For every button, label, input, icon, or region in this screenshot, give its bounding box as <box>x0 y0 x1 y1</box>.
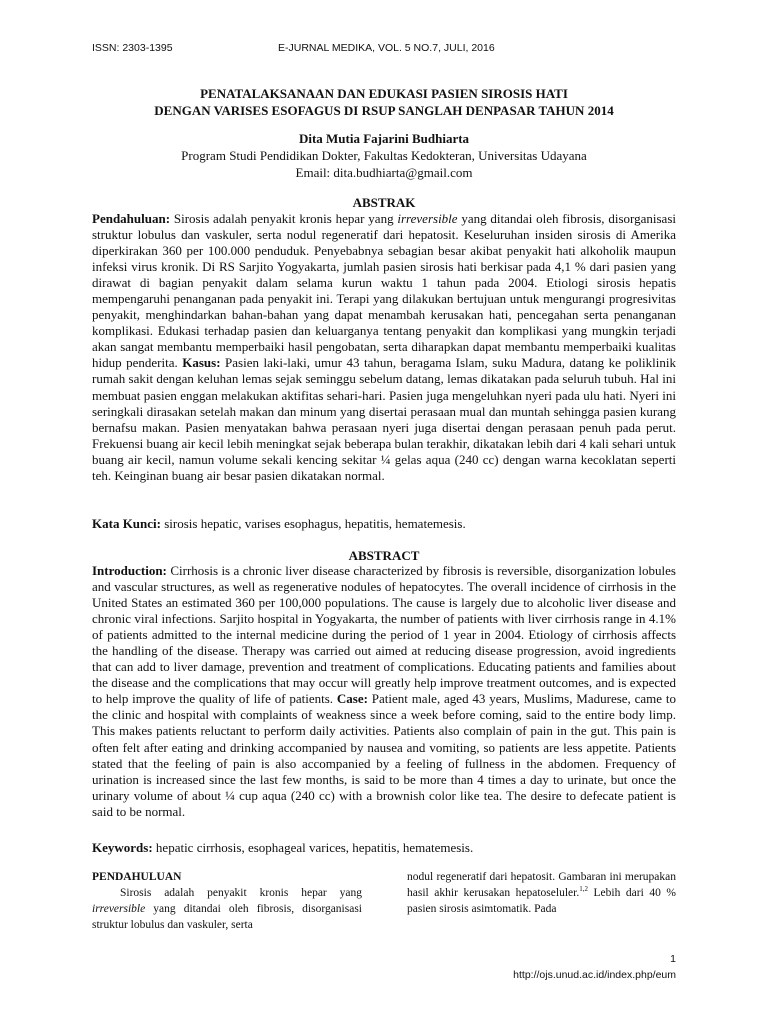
abstrak-intro-post: yang ditandai oleh fibrosis, disorganisasi struktur lobulus dan vaskuler, serta nodul regeneratif dari hepatosit. Keseluruhan insiden sirosis di Amerika diperkirakan 360 per 100.000 penduduk. Penyebabnya sebagian besar akibat penyakit hati alkoholik maupun infeksi virus kronik. Di RS Sarjito Yogyakarta, jumlah pasien sirosis hati berkisar pada 4,1 % dari pasien yang dirawat di bagian penyakit dalam selama kurun waktu 1 tahun pada 2004. Etiologi sirosis hepatis mempengaruhi penanganan pada penyakit ini. Terapi yang dilakukan bertujuan untuk mengurangi progresivitas penyakit, menghindarkan bahan-bahan yang dapat menambah kerusakan hati, pencegahan serta penanganan komplikasi. Edukasi terhadap pasien dan keluarganya tentang penyakit dan komplikasi yang mungkin terjadi akan sangat membantu memperbaiki hasil pengobatan, serta diharapkan dapat membantu memperbaiki kualitas hidup penderita. <box>92 211 676 371</box>
abstrak-case-label: Kasus: <box>182 355 221 371</box>
abstrak-keywords <box>92 516 676 532</box>
title-line-2: DENGAN VARISES ESOFAGUS DI RSUP SANGLAH DENPASAR TAHUN 2014 <box>154 103 614 118</box>
abstract-case-text: Patient male, aged 43 years, Muslims, Madurese, came to the clinic and hospital with complaints of weakness since a week before coming, said to the entire body limp. This makes patients reluctant to perform daily activities. Patients also complain of pain in the gut. This pain is often felt after eating and drinking accompanied by nausea and vomiting, so patients are less appetite. Patients stated that the feeling of pain is also accompanied by a feeling of fullness in the abdomen. Frequency of urination is increased since the last few months, is said to be more than 4 times a day to urinate, but once the urinary volume of about ¼ cup aqua (240 cc) with a brownish color like tea. The desire to defecate patient is said to be normal. <box>92 691 676 819</box>
body-column-right <box>407 869 676 917</box>
abstract-keywords-text: hepatic cirrhosis, esophageal varices, hepatitis, hematemesis. <box>152 840 474 855</box>
pendahuluan-left-text <box>92 885 362 933</box>
abstract-heading: ABSTRACT <box>348 548 420 563</box>
title-line-1: PENATALAKSANAAN DAN EDUKASI PASIEN SIROSIS HATI <box>200 86 568 101</box>
abstrak-heading: ABSTRAK <box>352 195 416 210</box>
author-email[interactable]: Email: dita.budhiarta@gmail.com <box>295 165 473 180</box>
page-number: 1 <box>670 953 676 965</box>
abstract-body <box>92 563 676 820</box>
issn-label: ISSN: 2303-1395 <box>92 42 173 54</box>
journal-label: E-JURNAL MEDIKA, VOL. 5 NO.7, JULI, 2016 <box>278 42 495 54</box>
abstract-keywords <box>92 840 676 856</box>
abstract-intro-label: Introduction: <box>92 563 167 578</box>
citation-superscript: 1,2 <box>579 885 588 894</box>
abstrak-intro-pre: Sirosis adalah penyakit kronis hepar yang <box>170 211 398 226</box>
abstrak-body <box>92 211 676 484</box>
left-text-post: yang ditandai oleh fibrosis, disorganisasi struktur lobulus dan vaskuler, serta <box>92 903 362 931</box>
abstrak-intro-italic: irreversible <box>397 211 458 226</box>
abstract-intro-text: Cirrhosis is a chronic liver disease characterized by fibrosis is reversible, disorganization lobules and vascular structures, as well as regenerative nodules of hepatocytes. The overall incidence of cirrhosis in the United States an estimated 360 per 100,000 populations. The cause is largely due to alcoholic liver disease and chronic viral infections. Sarjito hospital in Yogyakarta, the number of patients with liver cirrhosis range in 4.1% of patients admitted to the internal medicine during the period of 1 year in 2004. Etiology of cirrhosis affects the handling of the disease. Therapy was carried out aimed at reducing disease progression, avoid ingredients that can add to liver damage, prevention and treatment of complications. Educating patients and families about the disease and the complications that may occur will greatly help improve treatment outcomes, and is expected to help improve the quality of life of patients. <box>92 563 676 707</box>
left-text-italic: irreversible <box>92 903 146 915</box>
left-text-pre: Sirosis adalah penyakit kronis hepar yang <box>120 887 362 899</box>
abstract-keywords-label: Keywords: <box>92 840 153 855</box>
abstrak-keywords-text: sirosis hepatic, varises esophagus, hepatitis, hematemesis. <box>160 516 466 531</box>
pendahuluan-right-text <box>407 869 676 917</box>
footer-url-link[interactable]: http://ojs.unud.ac.id/index.php/eum <box>513 969 676 981</box>
abstrak-keywords-label: Kata Kunci: <box>92 516 161 531</box>
author-block <box>92 130 676 181</box>
pendahuluan-heading: PENDAHULUAN <box>92 871 182 883</box>
running-header <box>92 42 692 56</box>
paper-title <box>92 85 676 119</box>
body-column-left <box>92 869 362 933</box>
author-affiliation: Program Studi Pendidikan Dokter, Fakultas Kedokteran, Universitas Udayana <box>181 148 587 163</box>
right-text-post: Lebih dari 40 % pasien sirosis asimtomatik. Pada <box>407 887 676 915</box>
abstract-case-label: Case: <box>336 691 368 707</box>
abstrak-intro-label: Pendahuluan: <box>92 211 171 226</box>
right-text-pre: nodul regeneratif dari hepatosit. Gambaran ini merupakan hasil akhir kerusakan hepatoseluler. <box>407 871 676 899</box>
abstrak-case-text: Pasien laki-laki, umur 43 tahun, beragama Islam, suku Madura, datang ke poliklinik rumah sakit dengan keluhan lemas sejak seminggu sebelum datang, lemas dikatakan pada seluruh tubuh. Hal ini membuat pasien enggan melakukan aktifitas sehari-hari. Pasien juga mengeluhkan nyeri pada ulu hati. Nyeri ini seringkali dirasakan setelah makan dan minum yang disertai perasaan mual dan muntah sehingga pasien kurang bernafsu makan. Pasien menyatakan bahwa perasaan nyeri juga disertai dengan perasaan penuh pada perut. Frekuensi buang air kecil lebih meningkat sejak beberapa bulan terakhir, dikatakan lebih dari 4 kali sehari untuk buang air kecil, namun volume sekali kencing sekitar ¼ gelas aqua (240 cc) dengan warna kecoklatan seperti teh. Keinginan buang air besar pasien dikatakan normal. <box>92 355 676 483</box>
author-name: Dita Mutia Fajarini Budhiarta <box>298 131 470 146</box>
